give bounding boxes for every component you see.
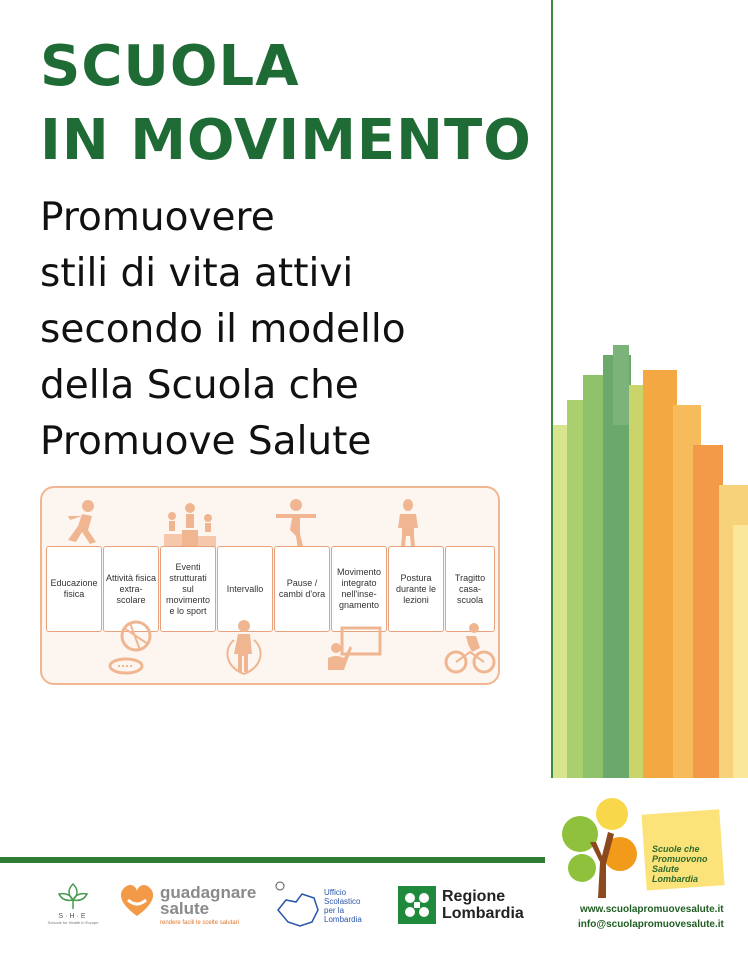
sps-line-1: Scuole che [652, 844, 700, 854]
she-logo [45, 882, 101, 930]
box-movimento-integrato [331, 546, 387, 632]
subtitle-line-5: Promuove Salute [40, 419, 372, 464]
website-link[interactable]: www.scuolapromuovesalute.it [580, 904, 724, 915]
stretching-person-icon [274, 498, 318, 550]
running-person-icon [56, 498, 108, 550]
lombardia-map-icon [272, 880, 324, 930]
box-label: Pause / cambi d'ora [278, 578, 326, 599]
box-label: Postura durante le lezioni [395, 572, 437, 605]
box-label: Educazione fisica [50, 578, 98, 599]
sps-line-2: Promuovono [652, 854, 708, 864]
usr-line-3: per la [324, 906, 345, 915]
she-subtitle: Schools for Health in Europe [47, 920, 99, 925]
usr-text [324, 888, 362, 924]
box-eventi-strutturati [160, 546, 216, 632]
she-leaf-icon [57, 882, 89, 910]
guadagnare-line-2: salute [160, 899, 210, 918]
box-pause [274, 546, 330, 632]
jump-rope-icon [222, 618, 266, 676]
box-postura [388, 546, 444, 632]
box-label: Attività fisica extra-scolare [106, 572, 157, 605]
activities-diagram [40, 486, 500, 685]
box-label: Eventi strutturati sul movimento e lo sport [165, 561, 210, 616]
title-line-2: IN MOVIMENTO [40, 108, 532, 173]
guadagnare-line-1: guadagnare [160, 883, 257, 902]
usr-lombardia-logo [272, 880, 382, 935]
subtitle-line-4: della Scuola che [40, 363, 359, 408]
regione-cross-icon [398, 886, 436, 924]
usr-line-4: Lombardia [324, 915, 362, 924]
regione-text [442, 888, 524, 922]
box-tragitto [445, 546, 495, 632]
scuole-promuovono-salute-logo [552, 792, 727, 902]
box-label: Tragitto casa-scuola [454, 572, 486, 605]
usr-line-2: Scolastico [324, 897, 361, 906]
sps-line-3: Salute [652, 864, 680, 874]
box-label: Intervallo [226, 583, 264, 594]
podium-icon [162, 502, 218, 548]
email-link[interactable]: info@scuolapromuovesalute.it [578, 919, 724, 930]
usr-line-1: Ufficio [324, 888, 347, 897]
heart-icon [118, 882, 156, 918]
guadagnare-salute-logo [118, 882, 258, 930]
footer-green-bar [0, 857, 545, 863]
guadagnare-tagline: rendere facili le scelte salutari [160, 920, 240, 926]
box-educazione-fisica [46, 546, 102, 632]
title-line-1: SCUOLA [40, 34, 300, 99]
box-label: Movimento integrato nell'inse-gnamento [336, 567, 381, 610]
page-title [40, 30, 532, 178]
sps-text [652, 844, 708, 884]
sports-balls-icon [104, 620, 160, 676]
subtitle [40, 190, 406, 470]
sps-line-4: Lombardia [652, 874, 699, 884]
regione-line-2: Lombardia [442, 905, 524, 922]
subtitle-line-3: secondo il modello [40, 307, 406, 352]
brush-stripes-decoration [553, 345, 748, 778]
teacher-board-icon [324, 624, 384, 670]
cyclist-icon [444, 622, 496, 674]
she-name: S·H·E [58, 913, 88, 920]
regione-line-1: Regione [442, 888, 506, 905]
regione-lombardia-logo [398, 886, 538, 926]
subtitle-line-2: stili di vita attivi [40, 251, 354, 296]
subtitle-line-1: Promuovere [40, 195, 275, 240]
